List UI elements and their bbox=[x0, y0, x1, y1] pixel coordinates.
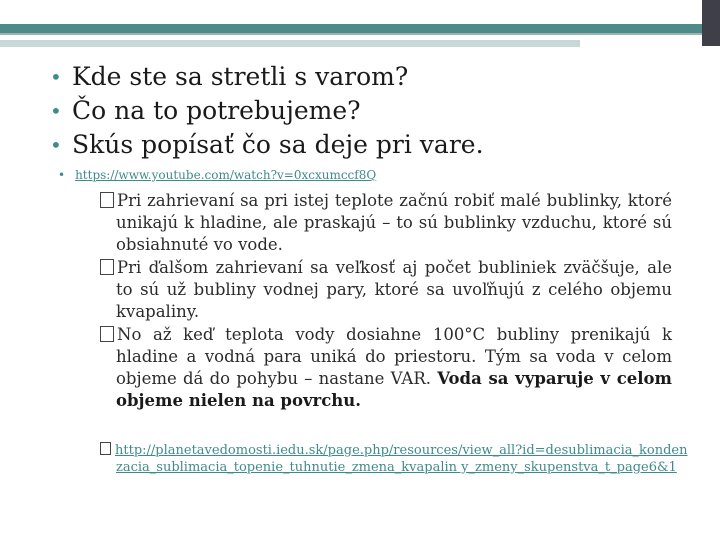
question-item bbox=[50, 60, 484, 94]
missing-glyph-icon bbox=[100, 326, 114, 342]
paragraph-text: Pri ďalšom zahrievaní sa veľkosť aj počet bubliniek zväčšuje, ale to sú už bubliny vodnej pary, ktoré sa uvoľňujú z celého objemu kvapaliny. bbox=[116, 258, 672, 321]
question-item bbox=[50, 94, 484, 128]
paragraph-emphasis: Voda sa vyparuje v celom objeme nielen na povrchu. bbox=[116, 369, 673, 410]
question-text: Čo na to potrebujeme? bbox=[72, 96, 361, 125]
video-link[interactable]: https://www.youtube.com/watch?v=0xcxumccf8Q bbox=[75, 168, 377, 182]
explanation-paragraphs bbox=[100, 190, 672, 413]
question-list bbox=[50, 60, 484, 162]
bullet-icon: • bbox=[50, 65, 62, 89]
bullet-icon: • bbox=[50, 99, 62, 123]
paragraph-2 bbox=[100, 257, 672, 323]
missing-glyph-icon bbox=[100, 442, 111, 455]
header-band-light bbox=[0, 40, 580, 47]
question-item bbox=[50, 128, 484, 162]
paragraph-text: No až keď teplota vody dosiahne 100°C bubliny prenikajú k hladine a vodná para uniká do priestoru. Tým sa voda v celom objeme dá do pohybu – nastane VAR. bbox=[116, 325, 672, 388]
video-link-item bbox=[58, 168, 376, 182]
paragraph-text: Pri zahrievaní sa pri istej teplote začnú robiť malé bublinky, ktoré unikajú k hladine, ale praskajú – to sú bublinky vzduchu, ktoré sú obsiahnuté vo vode. bbox=[116, 191, 672, 254]
header-corner-block bbox=[702, 0, 720, 46]
reference-link[interactable]: http://planetavedomosti.iedu.sk/page.php/resources/view_all?id=desublimacia_kondenzacia_sublimacia_topenie_tuhnutie_zmena_kvapalin y_zmeny_skupenstva_t_page6&1 bbox=[115, 443, 688, 475]
missing-glyph-icon bbox=[100, 259, 114, 275]
question-text: Kde ste sa stretli s varom? bbox=[72, 62, 409, 91]
missing-glyph-icon bbox=[100, 192, 114, 208]
paragraph-1 bbox=[100, 190, 672, 256]
bullet-icon: • bbox=[50, 133, 62, 157]
bullet-icon: • bbox=[58, 168, 66, 182]
question-text: Skús popísať čo sa deje pri vare. bbox=[72, 130, 484, 159]
header-band-line bbox=[0, 33, 702, 35]
paragraph-3 bbox=[100, 324, 672, 412]
header-band bbox=[0, 24, 702, 33]
reference-link-item bbox=[100, 442, 688, 476]
